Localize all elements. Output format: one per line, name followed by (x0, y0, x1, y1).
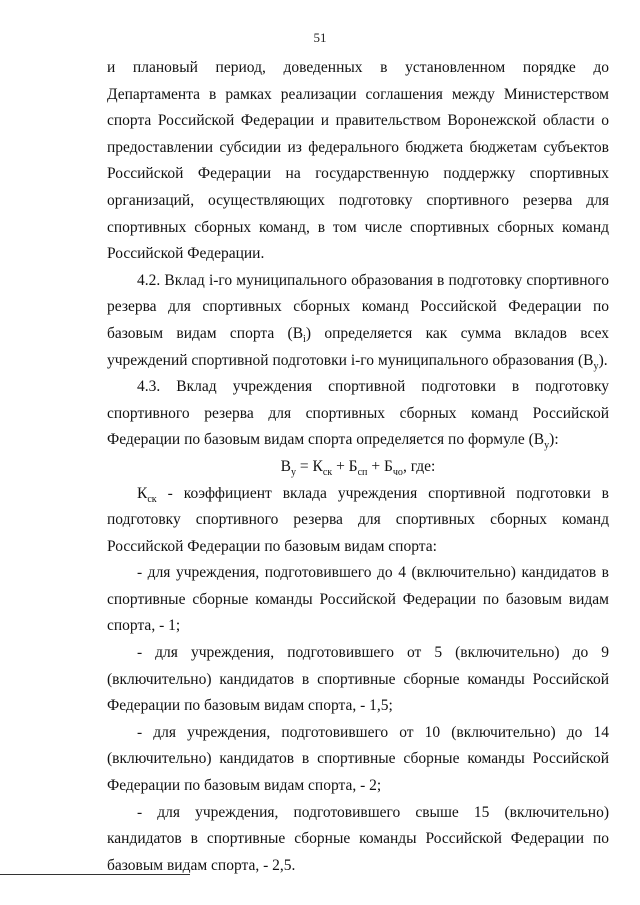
footer-rule (0, 874, 190, 875)
formula-lhs-sub: у (290, 467, 296, 478)
list-item-3: - для учреждения, подготовившего от 10 (включительно) до 14 (включительно) кандидатов в спортивные сборные команды Российской Федерации по базовым видам спорта, - 2; (107, 723, 609, 795)
formula-tail: , где: (402, 457, 436, 475)
p43-subscript-y: у (544, 440, 550, 452)
list-item-1: - для учреждения, подготовившего до 4 (включительно) кандидатов в спортивные сборные команды Российской Федерации по базовым видам спорта, - 1; (107, 564, 609, 635)
formula-lhs: В (280, 457, 291, 475)
formula-k-sub: ск (322, 467, 333, 478)
paragraph-continuation: и плановый период, доведенных в установленном порядке до Департамента в рамках реализации соглашения между Министерством спорта Российской Федерации и правительством Воронежской области о предоставлении субсидии из федерального бюджета бюджетам субъектов Российской Федерации на государственную поддержку спортивных организаций, осуществляющих подготовку спортивного резерва для спортивных сборных команд, в том числе спортивных сборных команд Российской Федерации. (107, 59, 609, 263)
paragraph-4-3 (107, 374, 609, 454)
formula-plus-1: + Б (332, 457, 358, 475)
coef-symbol-sub: ск (147, 493, 157, 505)
formula-eq: = К (295, 457, 323, 475)
p42-subscript-y: у (593, 360, 599, 372)
p42-text-middle: ) определяется как сумма вкладов всех учреждений спортивной подготовки i-го муниципального образования (В (107, 324, 609, 369)
coef-symbol: К (137, 484, 148, 502)
list-item-4: - для учреждения, подготовившего свыше 15 (включительно) кандидатов в спортивные сборные команды Российской Федерации по базовым видам спорта, - 2,5. (107, 803, 609, 874)
p42-text-after: ). (598, 351, 608, 369)
p42-text-before: 4.2. Вклад i-го муниципального образования в подготовку спортивного резерва для спортивных сборных команд Российской Федерации по базовым видам спорта (В (107, 271, 609, 342)
formula-plus-2: + Б (367, 457, 393, 475)
coefficient-definition (107, 481, 609, 561)
coef-text: - коэффициент вклада учреждения спортивной подготовки в подготовку спортивного резерва для спортивных сборных команд Российской Федерации по базовым видам спорта: (107, 484, 609, 555)
paragraph-4-2 (107, 268, 609, 374)
formula-bcho-sub: чо (392, 467, 403, 478)
formula-bsp-sub: сп (357, 467, 368, 478)
formula-line (107, 454, 609, 481)
p43-text-before: 4.3. Вклад учреждения спортивной подготовки в подготовку спортивного резерва для спортивных сборных команд Российской Федерации по базовым видам спорта определяется по формуле (В (107, 378, 609, 449)
list-item-2: - для учреждения, подготовившего от 5 (включительно) до 9 (включительно) кандидатов в спортивные сборные команды Российской Федерации по базовым видам спорта, - 1,5; (107, 644, 609, 715)
document-body (107, 55, 609, 879)
page-number: 51 (313, 30, 327, 45)
p43-text-after: ): (549, 431, 559, 449)
p42-subscript-i: i (303, 334, 306, 346)
